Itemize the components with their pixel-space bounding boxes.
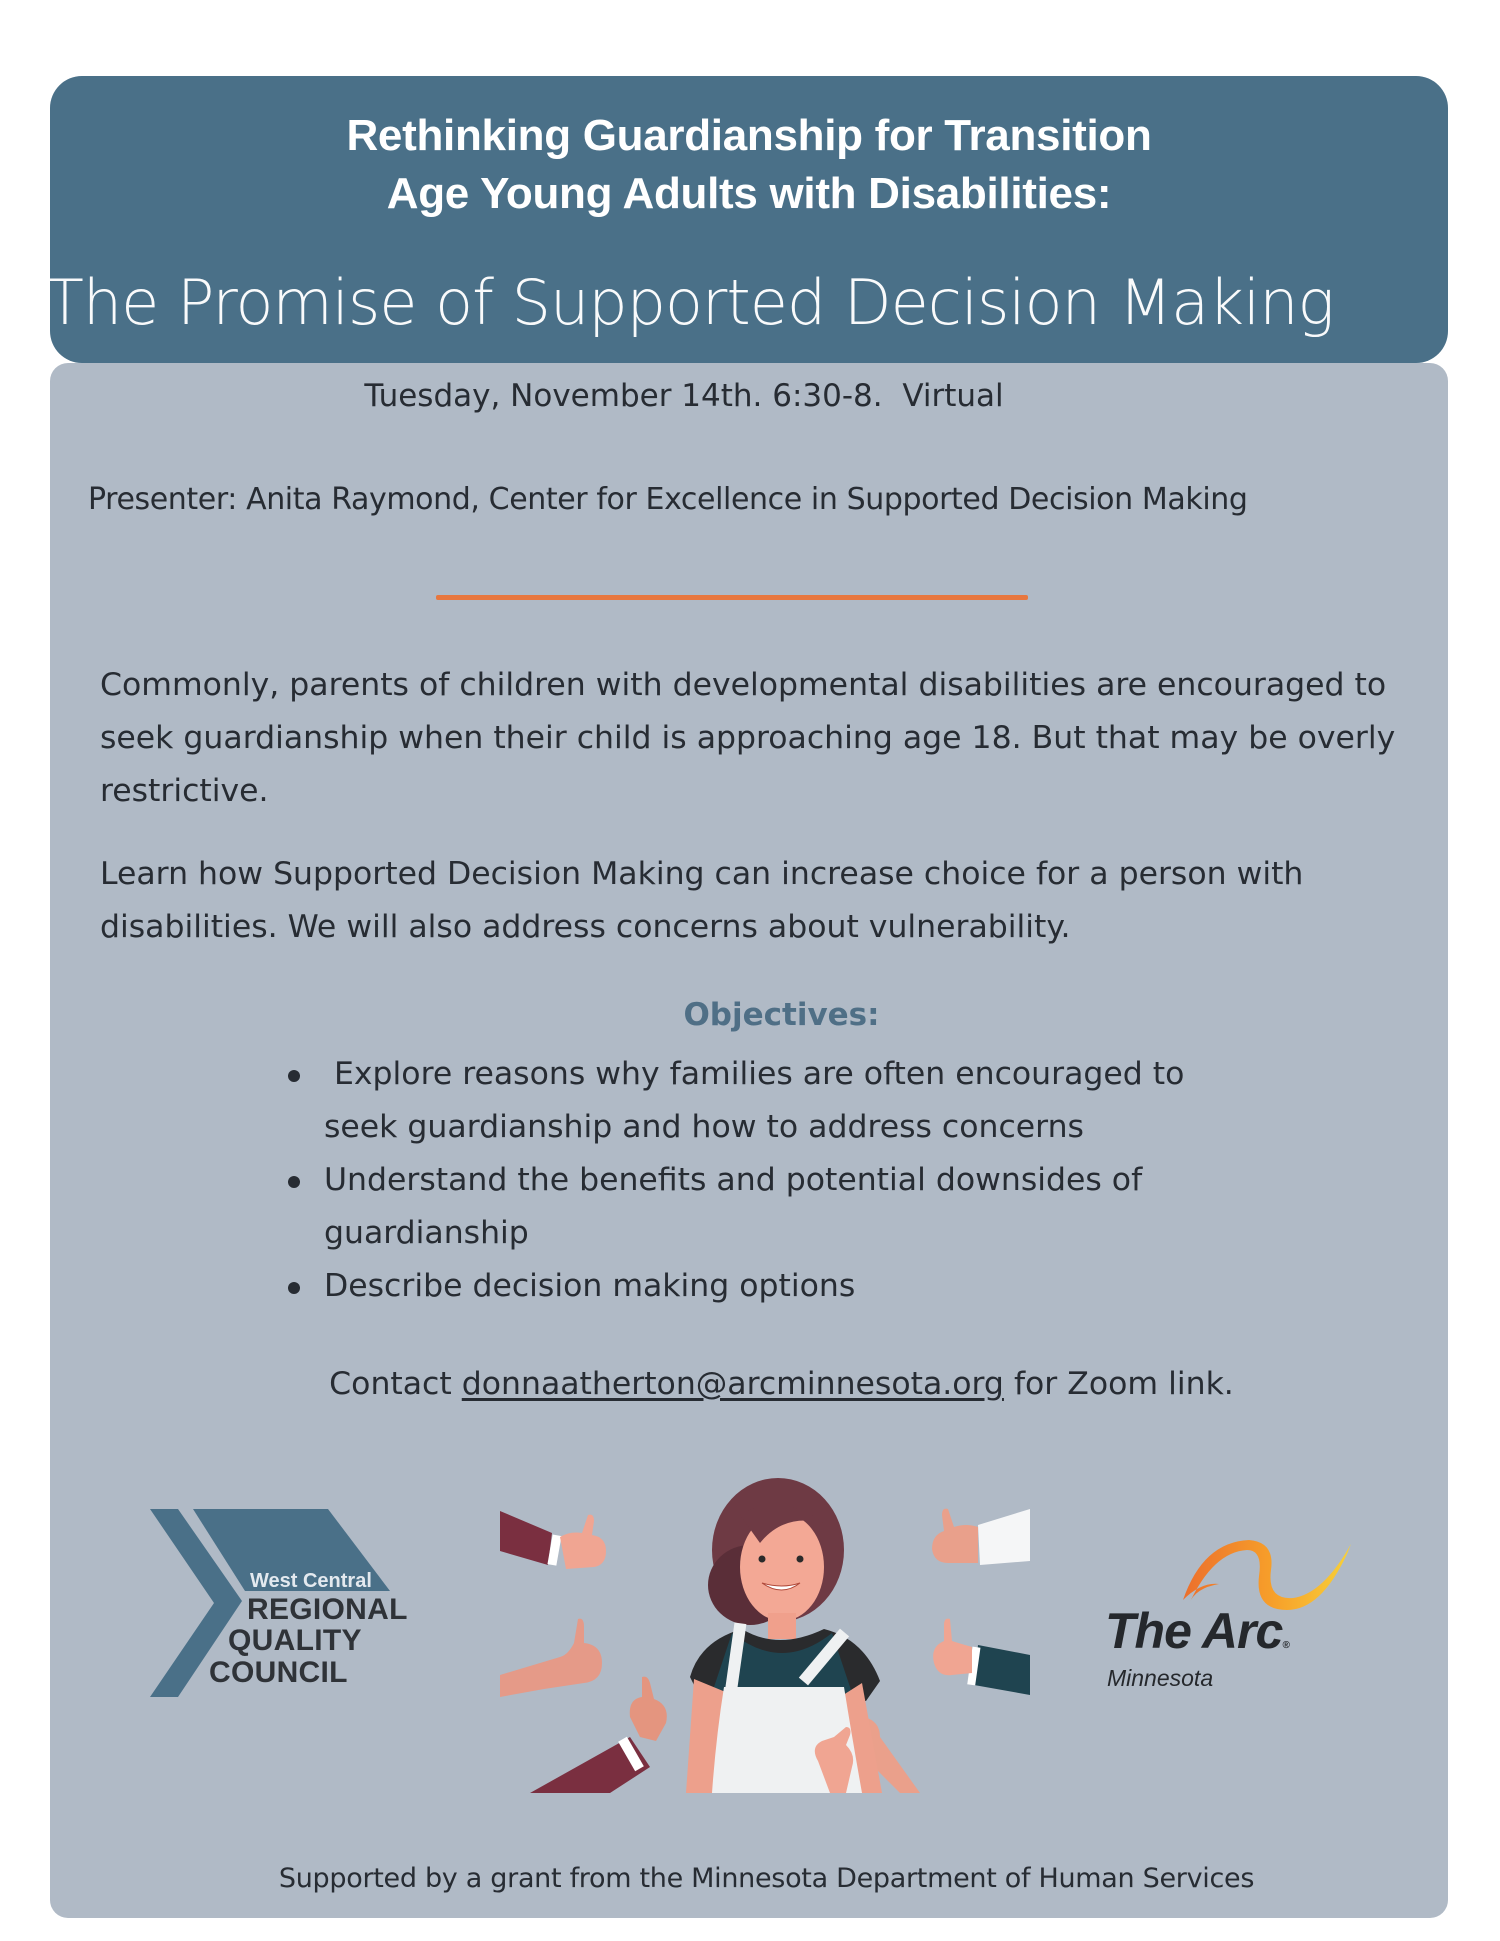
woman-with-thumbs-up-icon [500, 1475, 1030, 1793]
objectives-heading-row [50, 997, 1448, 1033]
arc-name [1105, 1602, 1289, 1660]
contact-line [50, 1366, 1448, 1402]
arc-state: Minnesota [1107, 1665, 1214, 1691]
title-line-2: Age Young Adults with Disabilities: [386, 169, 1112, 218]
objective-text: Describe decision making options [324, 1268, 856, 1304]
arc-name-text: The Arc [1105, 1603, 1283, 1659]
bullet-icon [288, 1282, 300, 1294]
bullet-icon [288, 1070, 300, 1082]
rqc-line-3: COUNCIL [209, 1656, 348, 1689]
rqc-logo [150, 1509, 420, 1699]
contact-email-link[interactable]: donnaatherton@arcminnesota.org [461, 1366, 1004, 1402]
thumbs-up-illustration [500, 1475, 1030, 1793]
flyer-body [50, 363, 1448, 1918]
objective-item [282, 1260, 1244, 1313]
rqc-line-1: REGIONAL [247, 1593, 408, 1626]
objective-text: Explore reasons why families are often encouraged to seek guardianship and how to address concerns [324, 1056, 1195, 1145]
presenter: Presenter: Anita Raymond, Center for Excellence in Supported Decision Making [88, 482, 1248, 517]
title-line-1: Rethinking Guardianship for Transition [346, 111, 1152, 160]
arc-swoosh-icon [1105, 1520, 1380, 1610]
contact-prefix: Contact [329, 1366, 462, 1402]
rqc-line-2: QUALITY [228, 1624, 362, 1657]
description-paragraph-2: Learn how Supported Decision Making can increase choice for a person with disabilities. We will also address concerns about vulnerability. [100, 856, 1304, 945]
orange-divider [436, 595, 1028, 600]
event-datetime-row [50, 378, 1448, 414]
objective-text: Understand the benefits and potential downsides of guardianship [324, 1162, 1143, 1251]
registered-mark-icon: ® [1282, 1640, 1289, 1651]
objective-item [282, 1154, 1244, 1260]
rqc-west-central: West Central [250, 1570, 372, 1592]
event-datetime: Tuesday, November 14th. 6:30-8. Virtual [364, 378, 1004, 414]
objective-item [282, 1048, 1244, 1154]
objectives-list [282, 1048, 1244, 1313]
contact-suffix: for Zoom link. [1003, 1366, 1234, 1402]
subtitle: The Promise of Supported Decision Making [46, 266, 1334, 339]
objectives-heading: Objectives: [683, 997, 880, 1033]
bullet-icon [288, 1176, 300, 1188]
footer-row [50, 1865, 1448, 1892]
title-banner [46, 76, 1448, 363]
footer-text: Supported by a grant from the Minnesota Department of Human Services [278, 1863, 1255, 1894]
arc-logo [1105, 1520, 1380, 1695]
description-paragraph-1: Commonly, parents of children with developmental disabilities are encouraged to seek guardianship when their child is approaching age 18. But that may be overly restrictive. [100, 667, 1396, 809]
